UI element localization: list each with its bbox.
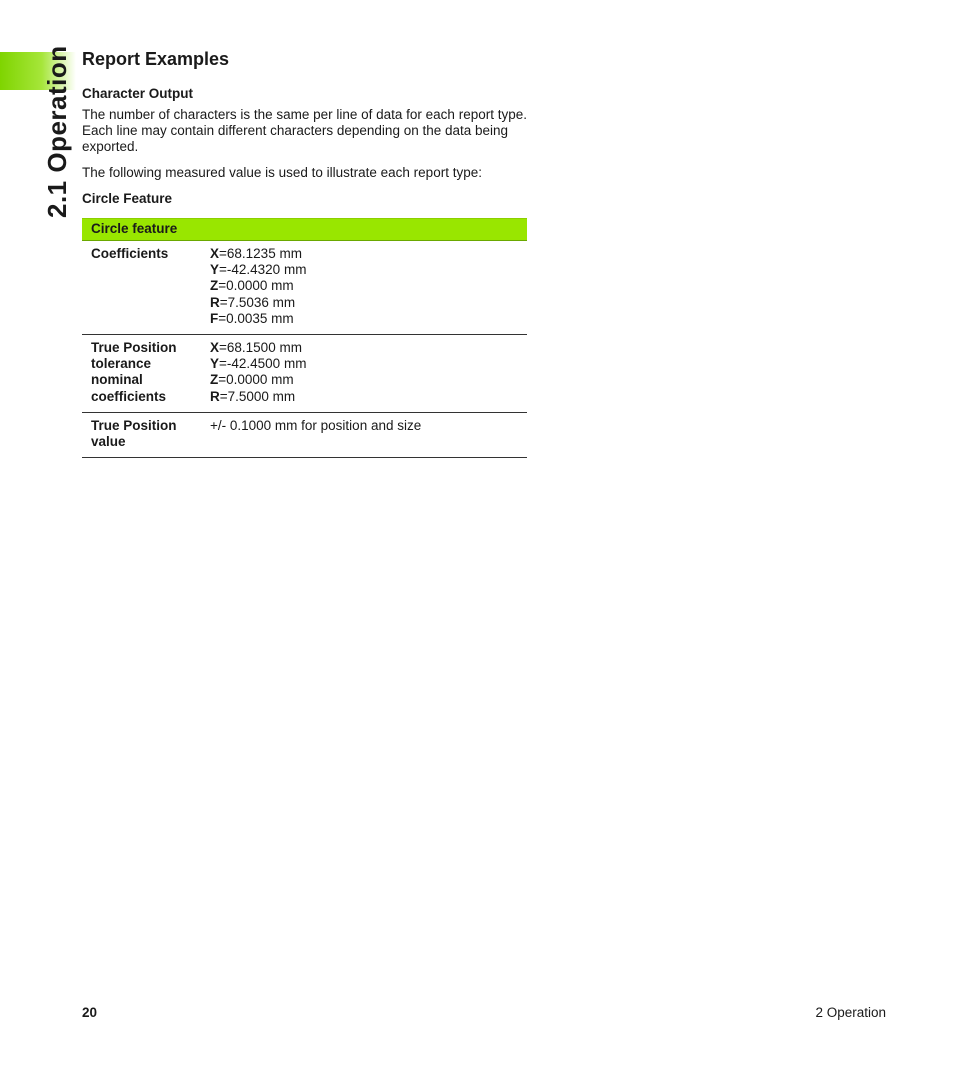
row-values: [196, 335, 527, 413]
value-line: X=68.1235 mm: [210, 246, 302, 261]
table-row-coefficients: [82, 241, 527, 335]
page-number: 20: [82, 1005, 98, 1020]
character-output-heading: Character Output: [82, 86, 194, 101]
value-line: Z=0.0000 mm: [210, 372, 294, 388]
value-line: Z=0.0000 mm: [210, 278, 294, 294]
row-label: True Position tolerance nominal coefficients: [82, 335, 196, 413]
value-line: X=68.1500 mm: [210, 340, 302, 356]
section-title: Report Examples: [82, 49, 230, 69]
row-label: Coefficients: [82, 241, 196, 335]
row-values: [196, 241, 527, 335]
circle-feature-table: [82, 218, 527, 458]
value-line: Y=-42.4320 mm: [210, 262, 307, 278]
value-line: R=7.5036 mm: [210, 294, 296, 310]
measured-value-paragraph: The following measured value is used to illustrate each report type:: [82, 165, 482, 180]
table-header-row: [82, 219, 527, 241]
value-line: R=7.5000 mm: [210, 388, 296, 404]
chapter-footer: 2 Operation: [815, 1005, 886, 1020]
value-line: Y=-42.4500 mm: [210, 356, 307, 372]
chapter-side-title: 2.1 Operation: [42, 45, 72, 218]
value-line: F=0.0035 mm: [210, 310, 294, 326]
table-row-true-position-value: [82, 412, 527, 457]
table-row-nominal-coefficients: [82, 335, 527, 413]
row-label: True Position value: [82, 412, 196, 457]
page-content: [82, 48, 527, 458]
circle-feature-heading: Circle Feature: [82, 191, 173, 206]
intro-paragraph: The number of characters is the same per line of data for each report type. Each line may contain different characters depending on the data being exported.: [82, 107, 527, 154]
table-header: Circle feature: [82, 219, 527, 241]
row-text: +/- 0.1000 mm for position and size: [196, 412, 527, 457]
